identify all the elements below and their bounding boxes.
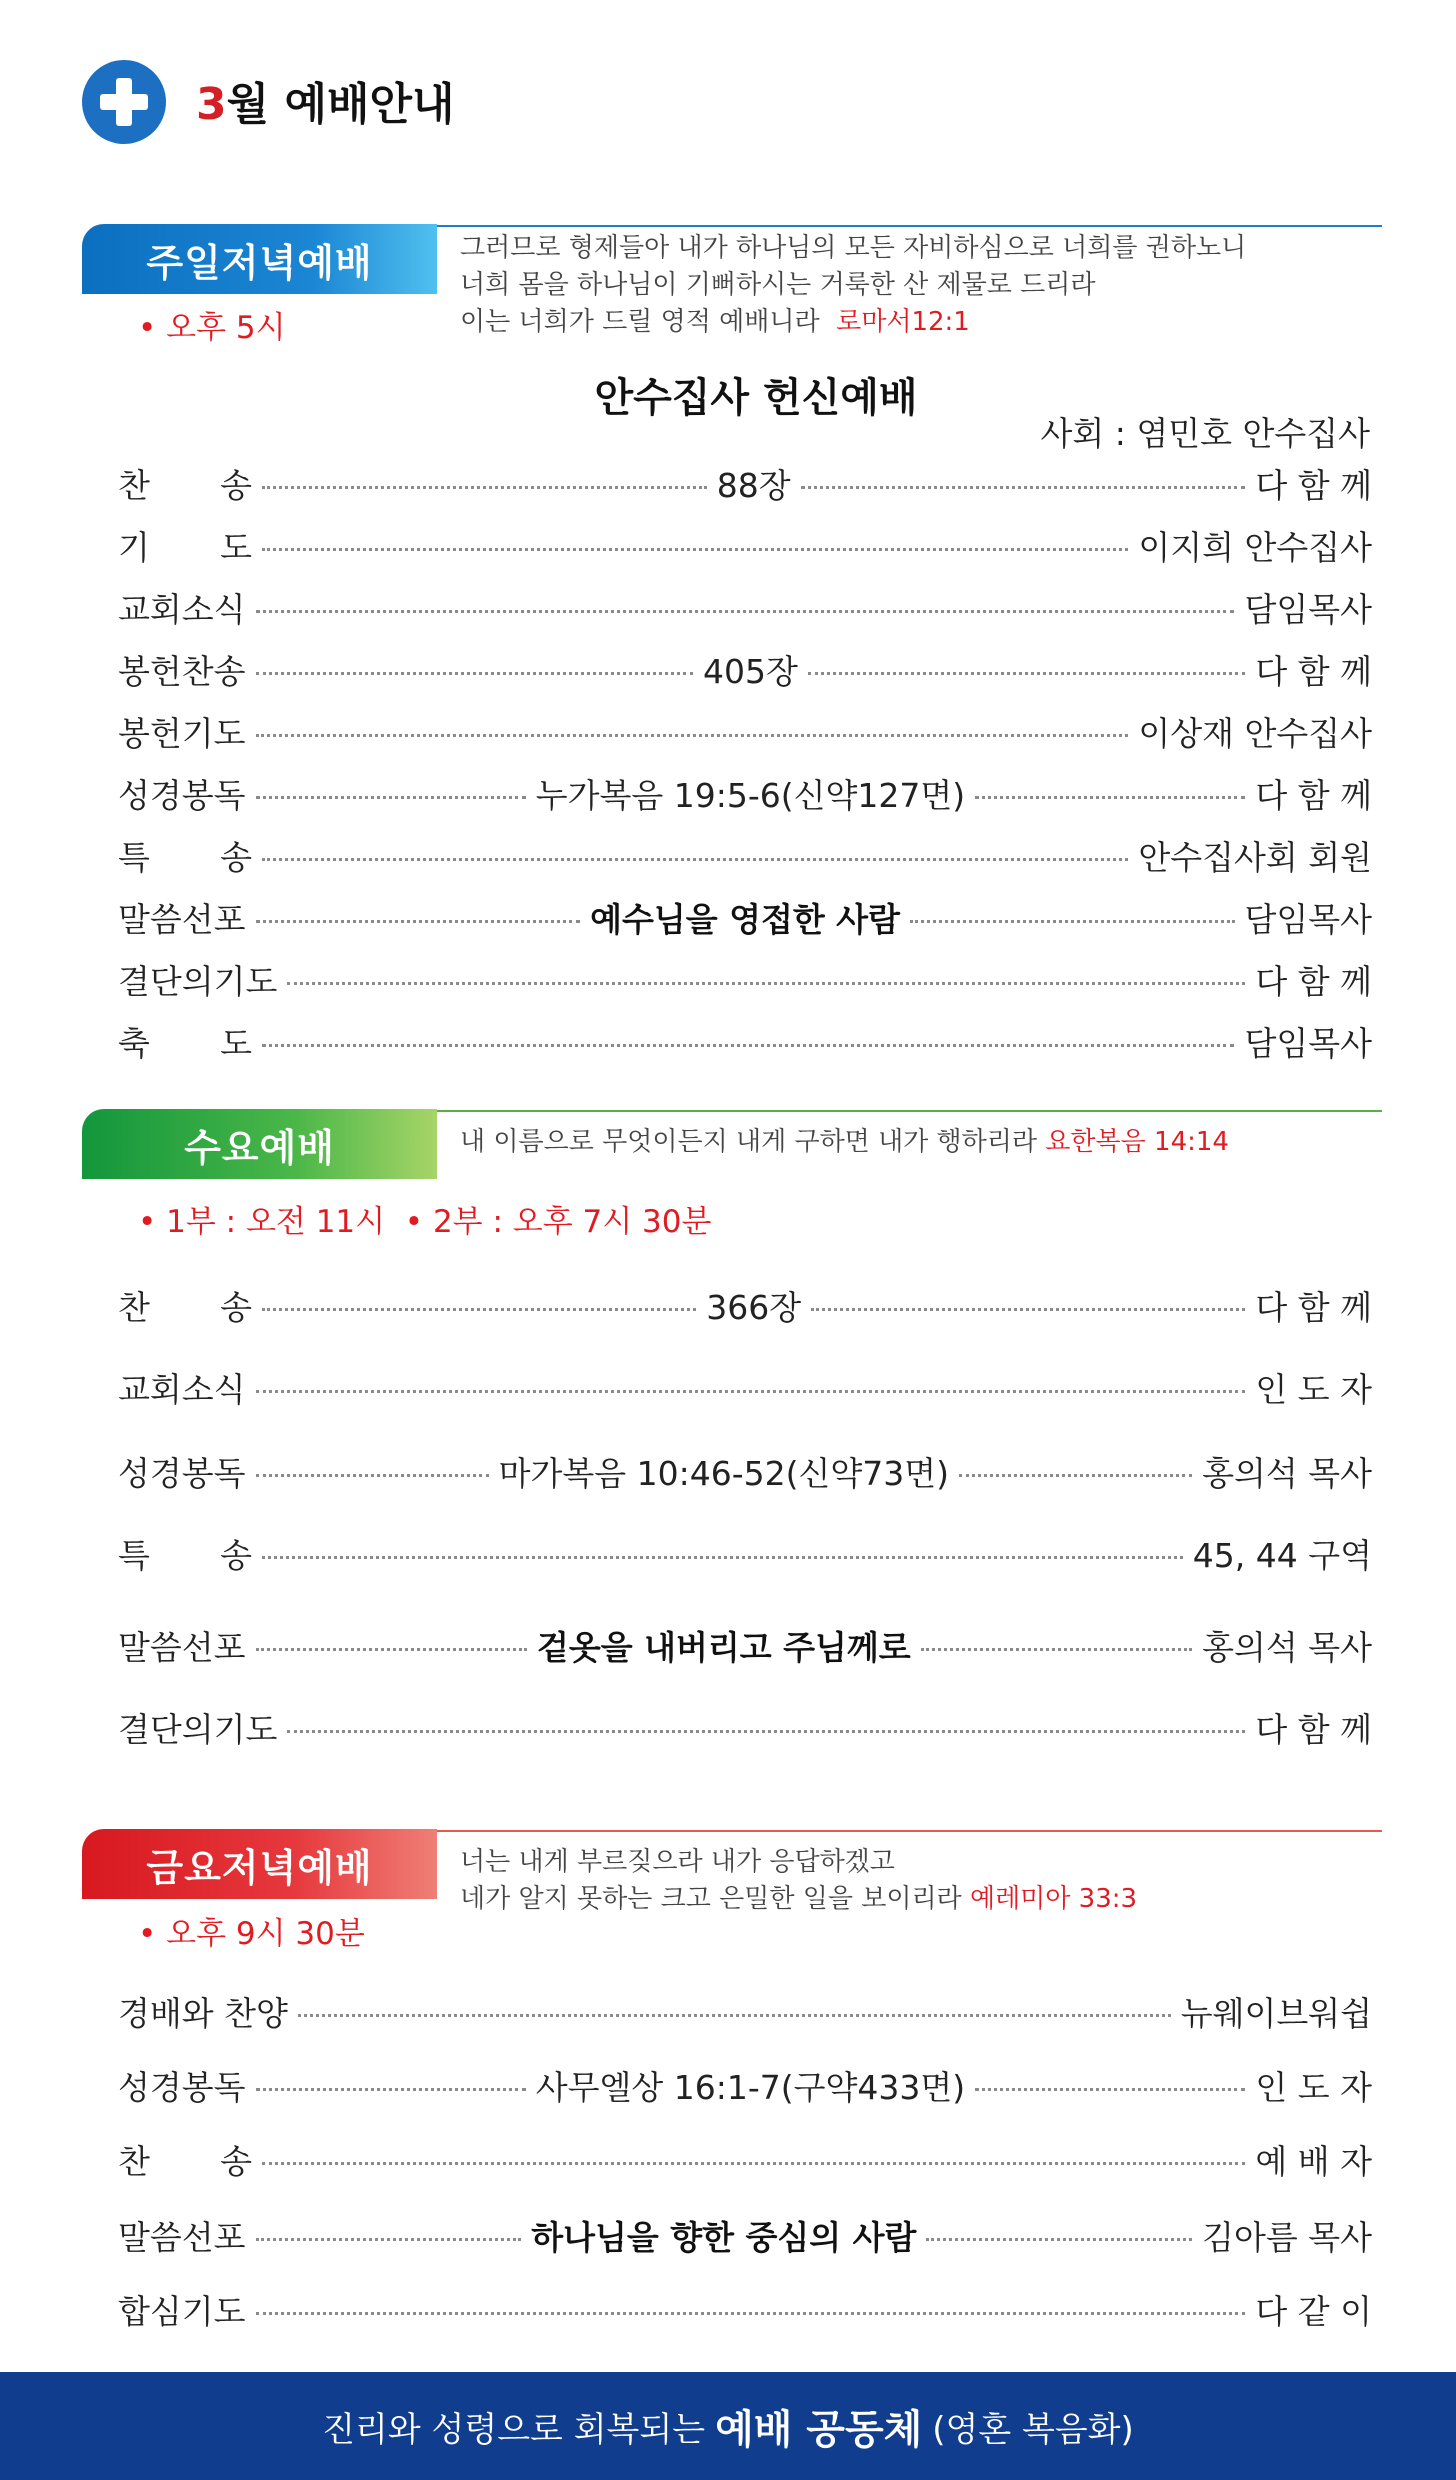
program-row bbox=[118, 892, 1372, 942]
dot-leader bbox=[256, 1648, 527, 1651]
section-divider bbox=[437, 225, 1382, 227]
program-item-leader: 다 함 께 bbox=[1255, 651, 1373, 691]
wednesday-verse: 내 이름으로 무엇이든지 내게 구하면 내가 행하리라 요한복음 14:14 bbox=[460, 1127, 1229, 1157]
program-item-leader: 안수집사회 회원 bbox=[1138, 837, 1372, 877]
program-item-label: 찬 송 bbox=[118, 465, 252, 505]
dot-leader bbox=[975, 2088, 1245, 2091]
dot-leader bbox=[256, 610, 1235, 613]
program-item-label: 말씀선포 bbox=[118, 899, 246, 939]
verse-line: 그러므로 형제들아 내가 하나님의 모든 자비하심으로 너희를 권하노니 bbox=[460, 233, 1247, 263]
program-row bbox=[118, 1986, 1372, 2036]
program-item-detail: 하나님을 향한 중심의 사람 bbox=[531, 2217, 917, 2257]
program-item-leader: 홍의석 목사 bbox=[1202, 1453, 1373, 1493]
dot-leader bbox=[808, 672, 1246, 675]
program-row bbox=[118, 1702, 1372, 1752]
program-item-label: 성경봉독 bbox=[118, 775, 246, 815]
plus-icon bbox=[82, 60, 166, 144]
footer-note: (영혼 복음화) bbox=[932, 2409, 1134, 2450]
dot-leader bbox=[256, 672, 694, 675]
program-item-leader: 이지희 안수집사 bbox=[1138, 527, 1372, 567]
verse-line: 너는 내게 부르짖으라 내가 응답하겠고 bbox=[460, 1847, 895, 1877]
dot-leader bbox=[262, 2162, 1245, 2165]
dot-leader bbox=[256, 796, 526, 799]
program-item-label: 말씀선포 bbox=[118, 1627, 246, 1667]
program-item-label: 교회소식 bbox=[118, 589, 246, 629]
program-item-leader: 인 도 자 bbox=[1255, 1369, 1372, 1409]
dot-leader bbox=[256, 2312, 1246, 2315]
dot-leader bbox=[256, 2088, 526, 2091]
verse-line: 네가 알지 못하는 크고 은밀한 일을 보이리라 예레미아 33:3 bbox=[460, 1884, 1138, 1914]
program-item-label: 말씀선포 bbox=[118, 2217, 246, 2257]
program-item-leader: 다 함 께 bbox=[1255, 775, 1372, 815]
program-item-label: 합심기도 bbox=[118, 2291, 246, 2331]
program-item-leader: 담임목사 bbox=[1244, 589, 1372, 629]
dot-leader bbox=[256, 920, 581, 923]
program-row bbox=[118, 954, 1372, 1004]
program-item-label: 특 송 bbox=[118, 837, 252, 877]
program-item-label: 축 도 bbox=[118, 1023, 252, 1063]
program-item-detail: 405장 bbox=[703, 651, 798, 691]
program-row bbox=[118, 1620, 1372, 1670]
section-divider bbox=[437, 1830, 1382, 1832]
program-row bbox=[118, 1446, 1372, 1496]
verse-reference: 로마서12:1 bbox=[836, 307, 970, 337]
program-item-leader: 홍의석 목사 bbox=[1202, 1627, 1373, 1667]
program-item-leader: 담임목사 bbox=[1244, 1023, 1372, 1063]
program-item-label: 봉헌기도 bbox=[118, 713, 246, 753]
program-item-detail: 누가복음 19:5-6(신약127면) bbox=[535, 775, 966, 815]
program-item-leader: 뉴웨이브워쉽 bbox=[1180, 1993, 1372, 2033]
dot-leader bbox=[910, 920, 1235, 923]
program-item-leader: 다 함 께 bbox=[1255, 465, 1372, 505]
dot-leader bbox=[256, 734, 1129, 737]
program-row bbox=[118, 582, 1372, 632]
program-item-leader: 담임목사 bbox=[1244, 899, 1373, 939]
section-divider bbox=[437, 1110, 1382, 1112]
page-title bbox=[196, 68, 454, 132]
program-item-detail: 사무엘상 16:1-7(구약433면) bbox=[535, 2067, 966, 2107]
dot-leader bbox=[975, 796, 1245, 799]
dot-leader bbox=[921, 1648, 1192, 1651]
program-item-leader: 김아름 목사 bbox=[1202, 2217, 1372, 2257]
footer-emphasis: 예배 공동체 bbox=[715, 2406, 923, 2453]
dot-leader bbox=[262, 1044, 1234, 1047]
program-item-label: 기 도 bbox=[118, 527, 252, 567]
dot-leader bbox=[262, 858, 1128, 861]
program-row bbox=[118, 706, 1372, 756]
sunday-time: • 오후 5시 bbox=[138, 310, 286, 346]
section-tab-friday: 금요저녁예배 bbox=[82, 1829, 437, 1899]
program-row bbox=[118, 644, 1372, 694]
program-item-detail: 마가복음 10:46-52(신약73면) bbox=[498, 1453, 950, 1493]
dot-leader bbox=[801, 486, 1246, 489]
program-item-detail: 88장 bbox=[716, 465, 791, 505]
program-item-leader: 45, 44 구역 bbox=[1192, 1535, 1372, 1575]
program-item-leader: 예 배 자 bbox=[1255, 2141, 1372, 2181]
verse-line: 이는 너희가 드릴 영적 예배니라 로마서12:1 bbox=[460, 307, 970, 337]
program-item-leader: 다 함 께 bbox=[1255, 1287, 1372, 1327]
program-item-detail: 366장 bbox=[706, 1287, 802, 1327]
program-item-leader: 다 함 께 bbox=[1255, 961, 1372, 1001]
program-row bbox=[118, 2134, 1372, 2184]
program-item-label: 성경봉독 bbox=[118, 2067, 246, 2107]
program-row bbox=[118, 1528, 1372, 1578]
dot-leader bbox=[926, 2238, 1192, 2241]
footer-text: 진리와 성령으로 회복되는 bbox=[322, 2409, 706, 2450]
program-item-detail: 겉옷을 내버리고 주님께로 bbox=[537, 1627, 911, 1667]
program-item-label: 성경봉독 bbox=[118, 1453, 246, 1493]
verse-reference: 예레미아 33:3 bbox=[969, 1884, 1138, 1914]
sunday-verse bbox=[460, 230, 1246, 341]
program-item-leader: 인 도 자 bbox=[1255, 2067, 1372, 2107]
dot-leader bbox=[262, 1556, 1183, 1559]
program-row bbox=[118, 2060, 1372, 2110]
program-row bbox=[118, 1016, 1372, 1066]
verse-line: 너희 몸을 하나님이 기뻐하시는 거룩한 산 제물로 드리라 bbox=[460, 270, 1096, 300]
footer-banner bbox=[0, 2372, 1456, 2480]
presider: 사회 : 염민호 안수집사 bbox=[1040, 414, 1370, 453]
program-row bbox=[118, 830, 1372, 880]
dot-leader bbox=[262, 486, 707, 489]
dot-leader bbox=[959, 1474, 1192, 1477]
program-item-label: 특 송 bbox=[118, 1535, 252, 1575]
dot-leader bbox=[262, 1308, 696, 1311]
program-row bbox=[118, 1362, 1372, 1412]
program-item-leader: 이상재 안수집사 bbox=[1138, 713, 1372, 753]
service-title: 안수집사 헌신예배 bbox=[594, 375, 918, 421]
program-item-label: 결단의기도 bbox=[118, 1709, 278, 1749]
program-row bbox=[118, 458, 1372, 508]
dot-leader bbox=[811, 1308, 1245, 1311]
program-item-label: 찬 송 bbox=[118, 1287, 252, 1327]
program-item-detail: 예수님을 영접한 사람 bbox=[590, 899, 900, 939]
friday-time: • 오후 9시 30분 bbox=[138, 1916, 365, 1952]
program-row bbox=[118, 1280, 1372, 1330]
program-item-label: 찬 송 bbox=[118, 2141, 252, 2181]
verse-reference: 요한복음 14:14 bbox=[1045, 1127, 1229, 1157]
program-row bbox=[118, 2284, 1372, 2334]
dot-leader bbox=[298, 2014, 1171, 2017]
dot-leader bbox=[256, 2238, 522, 2241]
program-item-label: 교회소식 bbox=[118, 1369, 246, 1409]
program-item-label: 봉헌찬송 bbox=[118, 651, 246, 691]
month-number: 3 bbox=[196, 79, 227, 130]
program-item-leader: 다 함 께 bbox=[1255, 1709, 1372, 1749]
section-tab-wednesday: 수요예배 bbox=[82, 1109, 437, 1179]
program-item-label: 경배와 찬양 bbox=[118, 1993, 288, 2033]
dot-leader bbox=[262, 548, 1128, 551]
program-row bbox=[118, 2210, 1372, 2260]
program-row bbox=[118, 520, 1372, 570]
program-item-leader: 다 같 이 bbox=[1255, 2291, 1372, 2331]
friday-verse bbox=[460, 1844, 1137, 1918]
section-tab-sunday: 주일저녁예배 bbox=[82, 224, 437, 294]
program-item-label: 결단의기도 bbox=[118, 961, 278, 1001]
wednesday-time: • 1부 : 오전 11시 • 2부 : 오후 7시 30분 bbox=[138, 1204, 712, 1240]
dot-leader bbox=[287, 1730, 1245, 1733]
dot-leader bbox=[256, 1390, 1246, 1393]
dot-leader bbox=[256, 1474, 489, 1477]
page-title-text: 월 예배안내 bbox=[226, 79, 455, 130]
program-row bbox=[118, 768, 1372, 818]
dot-leader bbox=[287, 982, 1245, 985]
